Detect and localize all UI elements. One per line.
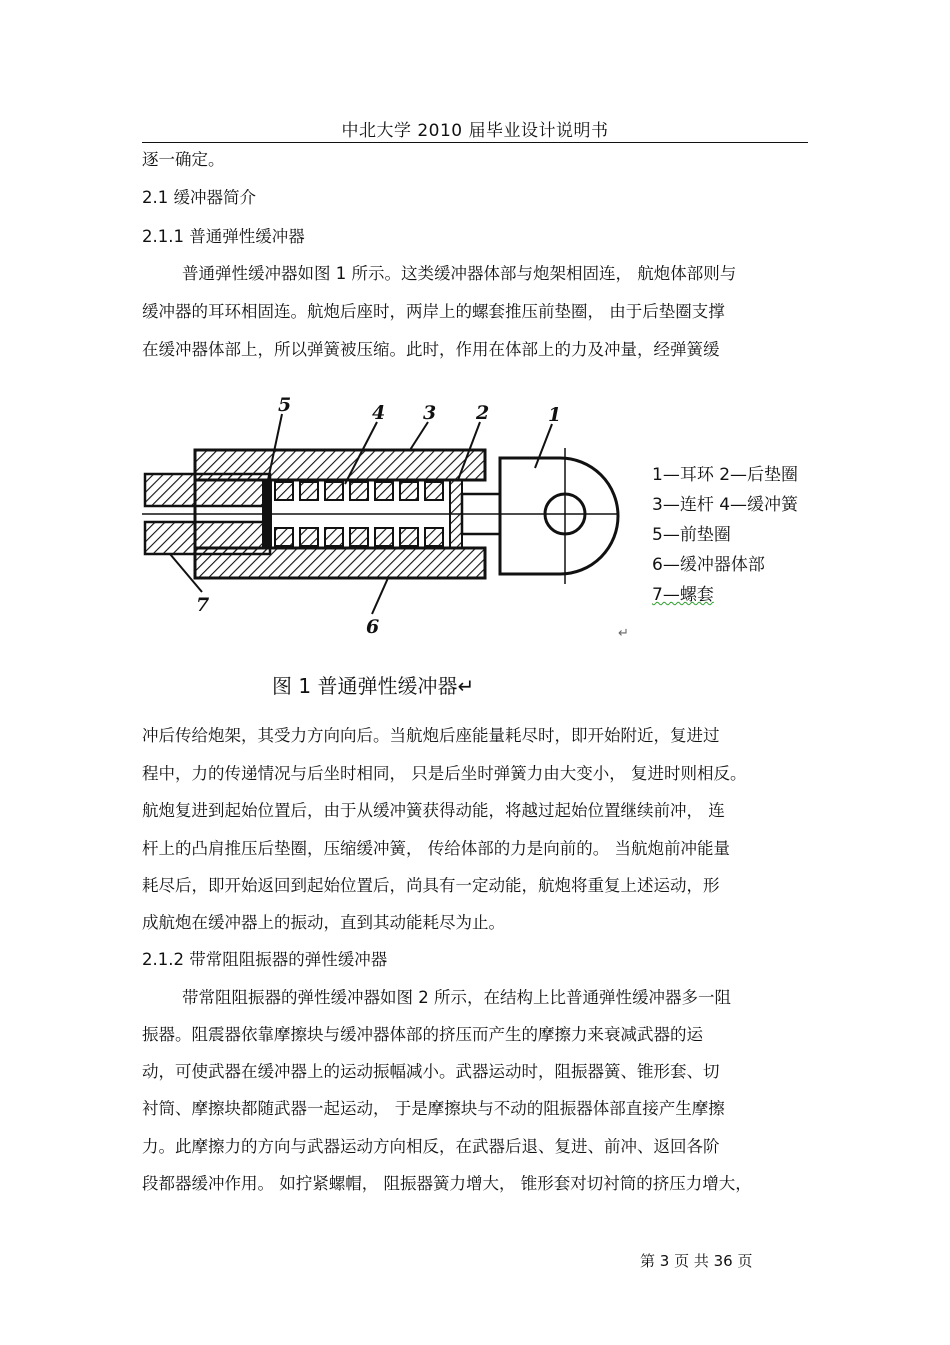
legend-line-2: 3—连杆 4—缓冲簧 [652, 495, 799, 515]
legend-line-3: 5—前垫圈 [652, 525, 731, 545]
callout-3: 3 [423, 402, 437, 424]
legend-line-4: 6—缓冲器体部 [652, 555, 765, 575]
figure-caption: 图 1 普通弹性缓冲器↵ [272, 674, 475, 698]
callout-1: 1 [548, 404, 562, 426]
callout-5: 5 [278, 394, 292, 416]
section-heading-2-1: 2.1 缓冲器简介 [142, 188, 256, 207]
paragraph-line: 杆上的凸肩推压后垫圈，压缩缓冲簧， 传给体部的力是向前的。 当航炮前冲能量 [142, 839, 730, 858]
paragraph-line: 成航炮在缓冲器上的振动，直到其动能耗尽为止。 [142, 913, 505, 932]
callout-7: 7 [196, 594, 210, 616]
callout-6: 6 [366, 616, 380, 638]
spring-top [275, 482, 443, 500]
text-line: 逐一确定。 [142, 150, 225, 169]
section-heading-2-1-2: 2.1.2 带常阻阻振器的弹性缓冲器 [142, 950, 388, 969]
paragraph-line: 振器。阻震器依靠摩擦块与缓冲器体部的挤压而产生的摩擦力来衰减武器的运 [142, 1025, 703, 1044]
rear-washer [450, 480, 462, 548]
paragraph-line: 缓冲器的耳环相固连。航炮后座时，两岸上的螺套推压前垫圈， 由于后垫圈支撑 [142, 302, 725, 321]
section-heading-2-1-1: 2.1.1 普通弹性缓冲器 [142, 227, 305, 246]
legend-line-5: 7—螺套 [652, 585, 714, 605]
paragraph-line: 冲后传给炮架，其受力方向向后。当航炮后座能量耗尽时，即开始附近，复进过 [142, 726, 720, 745]
buffer-body-top [195, 450, 485, 480]
paragraph-line: 动，可使武器在缓冲器上的运动振幅减小。武器运动时，阻振器簧、锥形套、切 [142, 1062, 720, 1081]
ear-ring [500, 458, 618, 574]
buffer-body-bottom [195, 548, 485, 578]
paragraph-line: 段都器缓冲作用。 如拧紧螺帽， 阻振器簧力增大， 锥形套对切衬筒的挤压力增大， [142, 1174, 752, 1193]
spring-bottom [275, 528, 443, 546]
callout-4: 4 [372, 402, 386, 424]
figure-1-buffer-diagram [140, 388, 830, 708]
header-rule [142, 142, 808, 143]
paragraph-line: 衬筒、摩擦块都随武器一起运动， 于是摩擦块与不动的阻振器体部直接产生摩擦 [142, 1099, 725, 1118]
paragraph-line: 航炮复进到起始位置后，由于从缓冲簧获得动能，将越过起始位置继续前冲， 连 [142, 801, 725, 820]
paragraph-line: 普通弹性缓冲器如图 1 所示。这类缓冲器体部与炮架相固连， 航炮体部则与 [182, 264, 737, 283]
paragraph-line: 带常阻阻振器的弹性缓冲器如图 2 所示，在结构上比普通弹性缓冲器多一阻 [182, 988, 731, 1007]
return-mark: ↵ [618, 626, 629, 641]
paragraph-line: 力。此摩擦力的方向与武器运动方向相反，在武器后退、复进、前冲、返回各阶 [142, 1137, 720, 1156]
paragraph-line: 在缓冲器体部上，所以弹簧被压缩。此时，作用在体部上的力及冲量，经弹簧缓 [142, 340, 720, 359]
page-footer: 第 3 页 共 36 页 [640, 1252, 753, 1270]
page-header: 中北大学 2010 届毕业设计说明书 [341, 121, 609, 141]
paragraph-line: 程中，力的传递情况与后坐时相同， 只是后坐时弹簧力由大变小， 复进时则相反。 [142, 764, 747, 783]
front-washer [262, 480, 272, 548]
callout-2: 2 [476, 402, 490, 424]
paragraph-line: 耗尽后，即开始返回到起始位置后，尚具有一定动能，航炮将重复上述运动，形 [142, 876, 720, 895]
legend-line-1: 1—耳环 2—后垫圈 [652, 465, 799, 485]
